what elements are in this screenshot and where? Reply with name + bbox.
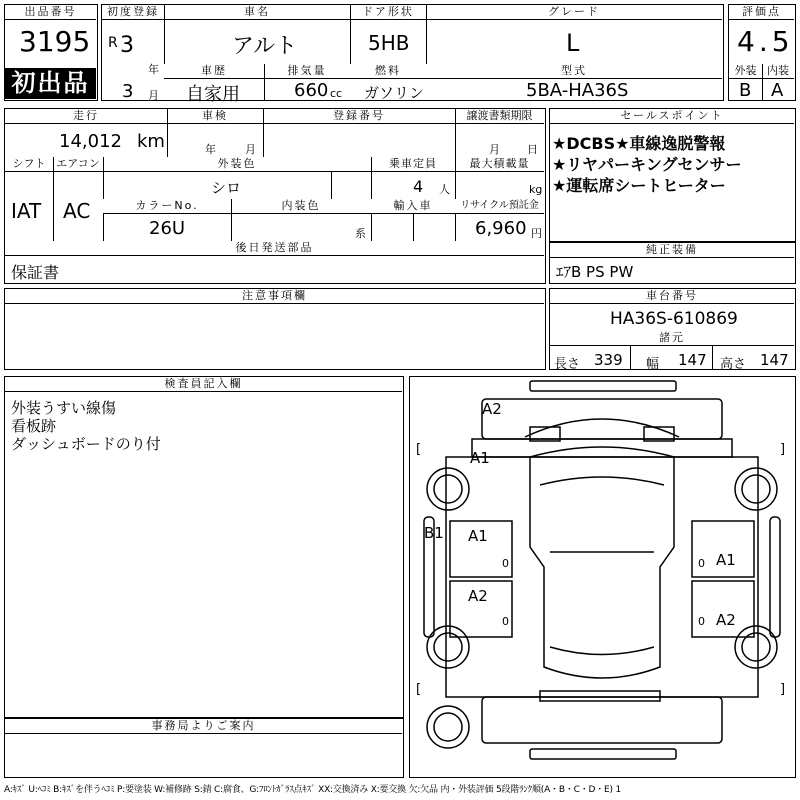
color-no: 26U [149, 218, 186, 239]
notes-box [4, 288, 546, 370]
mark-left-front-fender: A1 [470, 449, 490, 467]
door-label: ドア形状 [350, 5, 426, 20]
recycle-unit: 円 [531, 227, 542, 240]
chassis-number: HA36S-610869 [610, 309, 738, 329]
inspector-box [4, 376, 404, 718]
color-label: 外装色 [103, 157, 371, 172]
lot-box [4, 4, 98, 101]
history: 自家用 [186, 84, 240, 105]
interior-color-label: 内装色 [231, 199, 371, 214]
svg-text:]: ] [780, 442, 786, 457]
aircon-label: エアコン [53, 157, 103, 172]
office-label: 事務局よりご案内 [5, 719, 402, 734]
displacement: 660 [294, 80, 329, 101]
interior-grade: A [771, 80, 784, 101]
height: 147 [760, 351, 789, 369]
reg-month: 3 [122, 81, 134, 102]
recycle-fee: 6,960 [475, 218, 527, 239]
sales-point-3: ★運転席シートヒーター [552, 176, 726, 195]
inspection-label: 車検 [167, 109, 263, 124]
displacement-label: 排気量 [264, 64, 350, 79]
width: 147 [678, 351, 707, 369]
svg-text:0: 0 [698, 557, 705, 570]
mark-front: A2 [482, 400, 502, 418]
era: R [108, 35, 118, 51]
transfer-month-unit: 月 [489, 143, 500, 156]
color-no-label: カラーNo. [103, 199, 231, 214]
exterior-grade-label: 外装 [729, 64, 762, 79]
notes-label: 注意事項欄 [5, 289, 544, 304]
lot-label: 出品番号 [5, 5, 96, 20]
inspector-line-2: 看板跡 [11, 417, 57, 435]
score-label: 評価点 [729, 5, 794, 20]
equipment-box [549, 242, 796, 284]
mark-right-front-door: A1 [716, 551, 736, 569]
capacity: 4 [413, 177, 424, 196]
sales-points-label: セールスポイント [550, 109, 794, 124]
svg-text:[: [ [416, 682, 422, 697]
recycle-label: リサイクル預託金 [455, 199, 544, 214]
dims-label: 諸元 [550, 331, 794, 346]
length-label: 長さ [554, 357, 581, 372]
lot-number: 3195 [19, 25, 91, 58]
load-unit: kg [529, 183, 543, 196]
svg-text:0: 0 [502, 615, 509, 628]
first-reg-label: 初度登録 [102, 5, 164, 20]
height-label: 高さ [720, 357, 747, 372]
aircon: AC [63, 199, 91, 223]
displacement-unit: cc [330, 87, 343, 100]
inspection-year-unit: 年 [205, 143, 216, 156]
shift: IAT [11, 199, 42, 223]
import-label: 輸入車 [371, 199, 455, 214]
exterior-color: シロ [211, 179, 242, 197]
year-unit: 年 [148, 63, 159, 76]
history-label: 車歴 [164, 64, 264, 79]
mark-left-rear-door: A2 [468, 587, 488, 605]
length: 339 [594, 351, 623, 369]
chassis-label: 車台番号 [550, 289, 794, 304]
svg-text:0: 0 [502, 557, 509, 570]
equipment-value: ｴｱB PS PW [556, 263, 634, 281]
transfer-label: 譲渡書類期限 [455, 109, 544, 124]
sales-points-box [549, 108, 796, 242]
fuel-label: 燃料 [350, 64, 426, 79]
main-header-box [101, 4, 724, 105]
month-unit: 月 [148, 89, 159, 102]
office-box [4, 718, 404, 778]
car-name-label: 車名 [164, 5, 350, 20]
car-name: アルト [232, 34, 298, 59]
inspector-line-1: 外装うすい線傷 [11, 399, 117, 417]
mark-right-rear-door: A2 [716, 611, 736, 629]
fuel: ガソリン [364, 84, 425, 102]
score-box [728, 4, 796, 101]
mileage-unit: km [137, 131, 165, 152]
capacity-unit: 人 [439, 183, 450, 196]
first-listing-badge: 初出品 [5, 68, 96, 99]
mark-left-front-door: A1 [468, 527, 488, 545]
later-parts: 保証書 [11, 263, 60, 282]
sales-point-1: ★DCBS★車線逸脱警報 [552, 134, 726, 153]
door-type: 5HB [368, 31, 410, 55]
svg-text:0: 0 [698, 615, 705, 628]
grade-label: グレード [426, 5, 722, 20]
load-label: 最大積載量 [455, 157, 544, 172]
model: 5BA-HA36S [526, 80, 629, 101]
grade: L [566, 29, 580, 57]
mileage: 14,012 [59, 131, 122, 152]
sales-point-2: ★リヤパーキングセンサー [552, 155, 742, 174]
width-label: 幅 [646, 357, 660, 372]
svg-text:[: [ [416, 442, 422, 457]
inspection-month-unit: 月 [245, 143, 256, 156]
shift-label: シフト [5, 157, 53, 172]
interior-grade-label: 内装 [762, 64, 794, 79]
capacity-label: 乗車定員 [371, 157, 455, 172]
car-diagram-box [409, 376, 796, 778]
later-parts-label: 後日発送部品 [5, 241, 544, 256]
equipment-label: 純正装備 [550, 243, 794, 258]
mark-left-side: B1 [424, 524, 444, 542]
reg-year: 3 [120, 33, 134, 58]
interior-color-unit: 系 [355, 227, 366, 240]
svg-text:]: ] [780, 682, 786, 697]
exterior-grade: B [739, 80, 752, 101]
details-box [4, 108, 546, 284]
inspector-line-3: ダッシュボードのり付 [11, 435, 161, 453]
score: 4.5 [737, 25, 794, 58]
car-diagram [410, 377, 794, 776]
mileage-label: 走行 [5, 109, 167, 124]
inspector-label: 検査員記入欄 [5, 377, 402, 392]
reg-number-label: 登録番号 [263, 109, 455, 124]
legend: A:ｷｽﾞ U:ﾍｺﾐ B:ｷｽﾞを伴うﾍｺﾐ P:要塗装 W:補修跡 S:錆 C:腐食、G:ﾌﾛﾝﾄｶﾞﾗｽ点ｷｽﾞ XX:交換済み X:要交換 欠:欠品 内・外装評価 5段階ﾗﾝｸ順(A・B・C・D・E) 1 [4, 785, 622, 795]
chassis-box [549, 288, 796, 370]
model-label: 型式 [426, 64, 722, 79]
transfer-day-unit: 日 [527, 143, 538, 156]
